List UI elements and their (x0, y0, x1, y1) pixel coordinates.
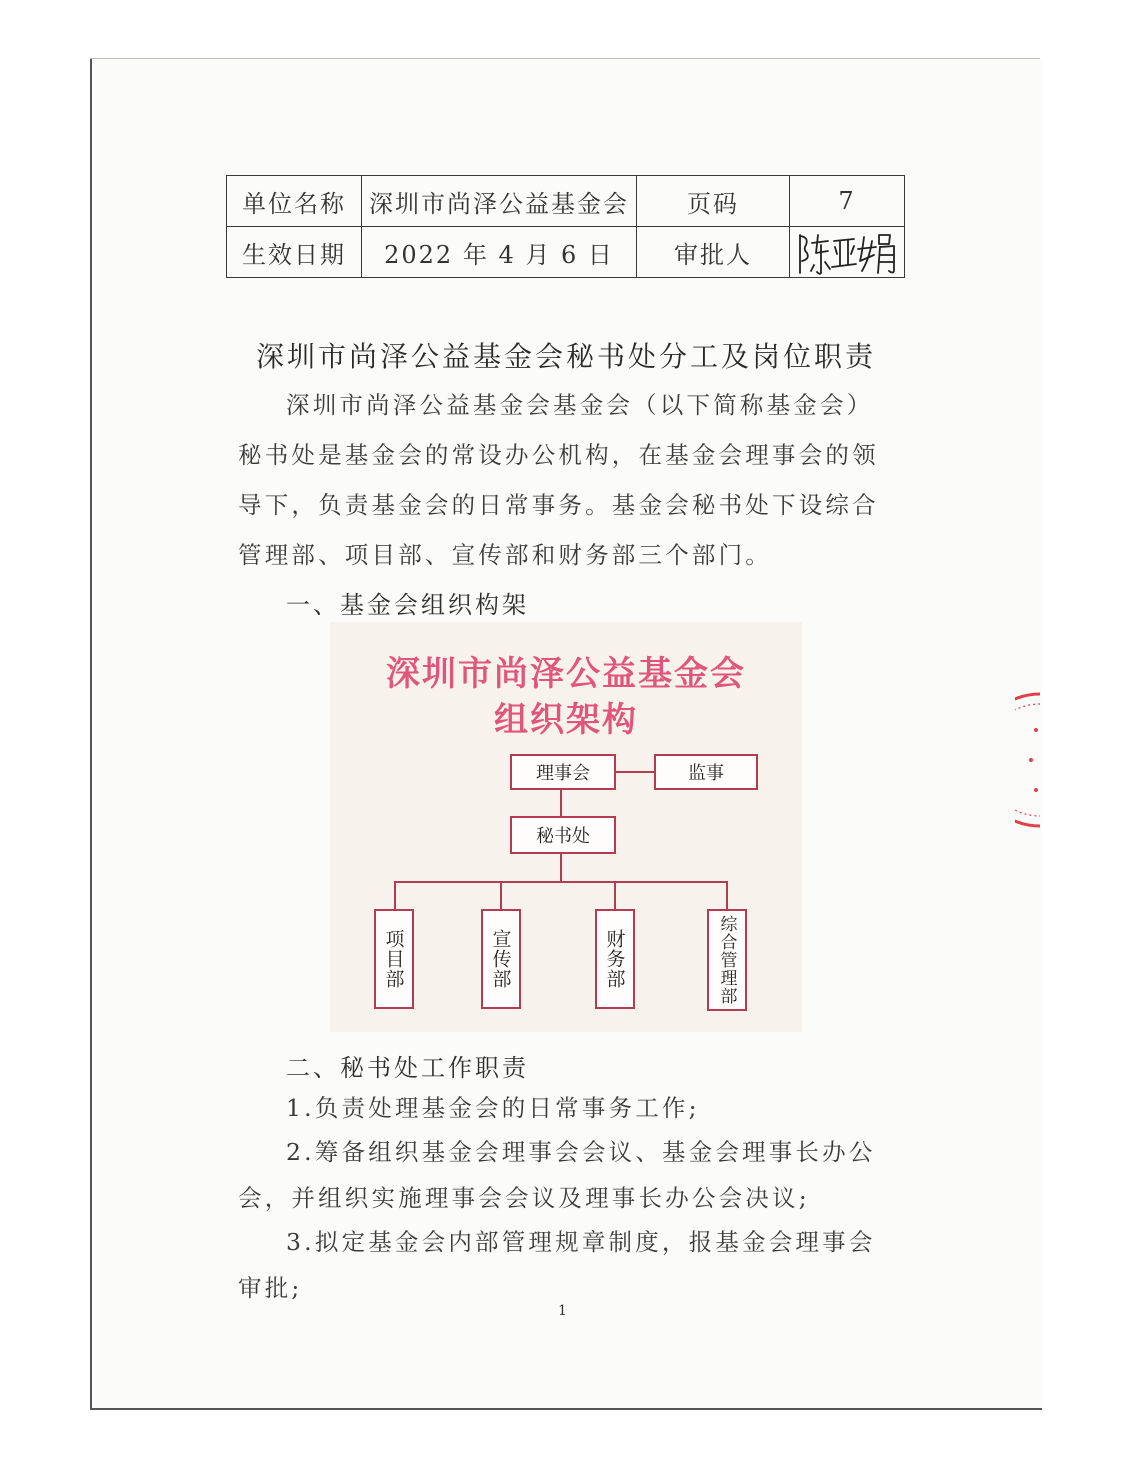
page-number: 1 (558, 1303, 567, 1319)
connector-board-secretariat (560, 788, 562, 816)
section-heading-duties: 二、秘书处工作职责 (286, 1054, 529, 1082)
document-title: 深圳市尚泽公益基金会秘书处分工及岗位职责 (255, 340, 876, 373)
date-label: 生效日期 (227, 227, 362, 278)
duty-item-2: 2.筹备组织基金会理事会会议、基金会理事长办公会，并组织实施理事会会议及理事长办公会决议; (238, 1138, 876, 1212)
connector-board-supervisor (614, 771, 654, 773)
org-node-secretariat: 秘书处 (510, 816, 616, 854)
duty-item-3: 3.拟定基金会内部管理规章制度，报基金会理事会审批; (238, 1228, 876, 1302)
org-node-finance-dept: 财务部 (595, 909, 635, 1009)
header-row-2 (227, 227, 905, 278)
unit-value: 深圳市尚泽公益基金会 (362, 176, 637, 227)
handwritten-signature (790, 227, 904, 277)
connector-dept-4 (726, 881, 728, 909)
org-chart-title-line2: 组织架构 (494, 700, 638, 740)
header-row-1 (227, 176, 905, 227)
date-value: 2022 年 4 月 6 日 (362, 227, 637, 278)
org-chart (330, 622, 802, 1032)
red-seal-stamp (1015, 690, 1040, 830)
connector-dept-3 (614, 881, 616, 909)
intro-paragraph: 深圳市尚泽公益基金会基金会（以下简称基金会）秘书处是基金会的常设办公机构，在基金会理事会的领导下，负责基金会的日常事务。基金会秘书处下设综合管理部、项目部、宣传部和财务部三个部门。 (238, 391, 879, 569)
section-heading-org-structure: 一、基金会组织构架 (286, 591, 529, 619)
org-node-supervisor: 监事 (654, 754, 758, 790)
duty-item-1: 1.负责处理基金会的日常事务工作; (286, 1094, 700, 1122)
org-node-project-dept: 项目部 (374, 909, 414, 1009)
org-node-general-mgmt-dept: 综合管理部 (707, 909, 747, 1011)
connector-dept-2 (500, 881, 502, 909)
org-node-board: 理事会 (510, 754, 616, 790)
document-header-table (226, 175, 905, 278)
approver-signature (790, 227, 905, 278)
approver-label: 审批人 (637, 227, 790, 278)
page-label: 页码 (637, 176, 790, 227)
org-chart-title-line1: 深圳市尚泽公益基金会 (386, 654, 746, 694)
unit-label: 单位名称 (227, 176, 362, 227)
page-value: 7 (790, 176, 905, 227)
org-node-publicity-dept: 宣传部 (481, 909, 521, 1009)
paper-top-edge (90, 58, 1040, 59)
connector-horizontal-bus (394, 881, 728, 883)
connector-secretariat-trunk (560, 852, 562, 882)
connector-dept-1 (394, 881, 396, 909)
